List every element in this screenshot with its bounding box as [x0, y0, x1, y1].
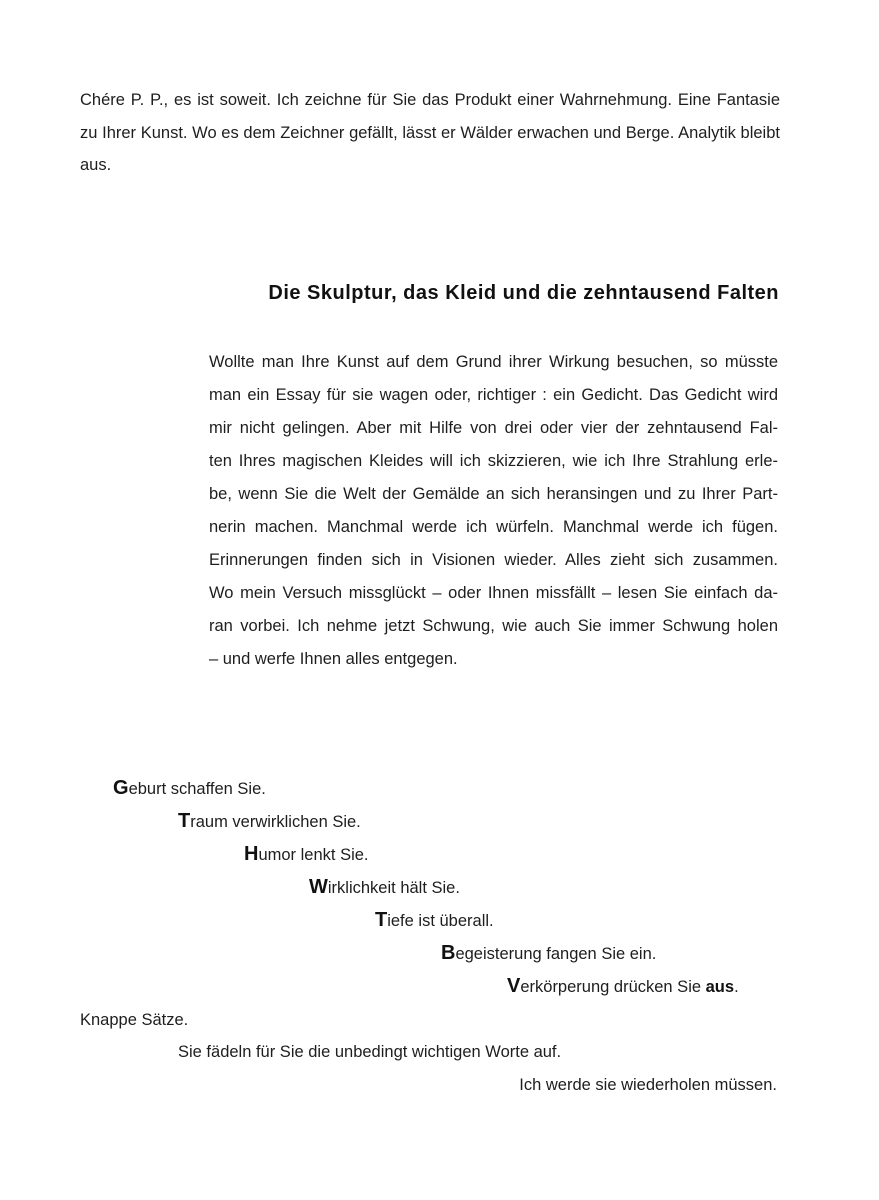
cascade-text: umor lenkt Sie.	[258, 846, 369, 864]
cascade-emphasis: aus	[705, 978, 735, 996]
essay-line: nerin machen. Manchmal werde ich würfeln. Manchmal werde ich fügen.	[209, 518, 778, 536]
cascade-initial: T	[178, 810, 191, 832]
essay-line: Wo mein Versuch missglückt – oder Ihnen missfällt – lesen Sie einfach da-	[209, 584, 778, 602]
cascade-text: erkörperung drücken Sie	[520, 978, 706, 996]
cascade-line-begeisterung	[441, 937, 656, 971]
cascade-initial: T	[375, 909, 388, 931]
cascade-line-humor	[244, 838, 369, 872]
essay-line: man ein Essay für sie wagen oder, richtiger : ein Gedicht. Das Gedicht wird	[209, 386, 778, 404]
cascade-line-wirklichkeit	[309, 871, 460, 905]
essay-line: – und werfe Ihnen alles entgegen.	[209, 650, 458, 668]
closing-line-knappe: Knappe Sätze.	[80, 1011, 189, 1029]
essay-line: Wollte man Ihre Kunst auf dem Grund ihrer Wirkung besuchen, so müsste	[209, 353, 778, 371]
cascade-initial: B	[441, 942, 456, 964]
cascade-initial: W	[309, 876, 328, 898]
cascade-line-traum	[178, 805, 361, 839]
essay-line: Erinnerungen finden sich in Visionen wieder. Alles zieht sich zusammen.	[209, 551, 778, 569]
cascade-text: egeisterung fangen Sie ein.	[455, 945, 657, 963]
cascade-initial: G	[113, 777, 129, 799]
cascade-line-tiefe	[375, 904, 494, 938]
intro-paragraph: Chére P. P., es ist soweit. Ich zeichne für Sie das Produkt einer Wahrnehmung. Eine Fantasie zu Ihrer Kunst. Wo es dem Zeichner gefällt, lässt er Wälder erwachen und Berge. Analytik bleibt aus.	[80, 91, 780, 174]
cascade-text: eburt schaffen Sie.	[128, 780, 266, 798]
cascade-text: raum verwirklichen Sie.	[190, 813, 361, 831]
cascade-text: iefe ist überall.	[387, 912, 494, 930]
cascade-text: irklichkeit hält Sie.	[327, 879, 460, 897]
essay-line: mir nicht gelingen. Aber mit Hilfe von drei oder vier der zehntausend Fal-	[209, 419, 778, 437]
cascade-initial: V	[507, 975, 521, 997]
section-heading: Die Skulptur, das Kleid und die zehntausend Falten	[268, 282, 779, 304]
cascade-initial: H	[244, 843, 259, 865]
essay-line: ten Ihres magischen Kleides will ich skizzieren, wie ich Ihre Strahlung erle-	[209, 452, 778, 470]
cascade-line-geburt	[113, 772, 266, 806]
closing-line-wiederholen: Ich werde sie wiederholen müssen.	[519, 1076, 777, 1094]
essay-paragraph	[209, 346, 778, 676]
closing-line-faedeln: Sie fädeln für Sie die unbedingt wichtigen Worte auf.	[178, 1043, 562, 1061]
essay-line: ran vorbei. Ich nehme jetzt Schwung, wie auch Sie immer Schwung holen	[209, 617, 778, 635]
cascade-line-verkoerperung	[507, 970, 739, 1004]
essay-line: be, wenn Sie die Welt der Gemälde an sich heransingen und zu Ihrer Part-	[209, 485, 778, 503]
cascade-text-end: .	[734, 978, 739, 996]
